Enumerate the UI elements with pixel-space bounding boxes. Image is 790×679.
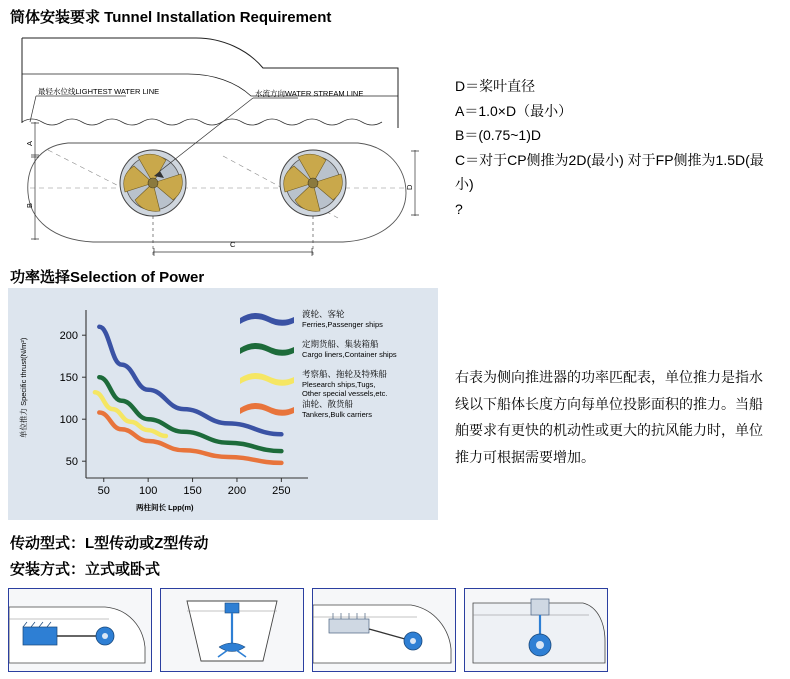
x-tick-label: 50 — [97, 485, 110, 497]
legend-label-en: Cargo liners,Container ships — [302, 350, 397, 359]
x-tick-label: 200 — [227, 485, 247, 497]
thumbnail-horizontal-drive-engine[interactable] — [312, 588, 456, 672]
specific-thrust-chart — [8, 288, 438, 520]
dim-a-label: A — [25, 140, 34, 146]
y-tick-label: 100 — [59, 414, 78, 427]
water-stream-line-label: 水流方向WATER STREAM LINE — [255, 89, 364, 98]
thumbnail-horizontal-l-drive-bow[interactable] — [8, 588, 152, 672]
spec-b: B＝(0.75~1)D — [455, 127, 541, 143]
dim-b-label: B — [25, 202, 34, 208]
legend-label-en: Other special vessels,etc. — [302, 389, 388, 398]
spec-d: D＝桨叶直径 — [455, 78, 536, 94]
mounting-type-line: 安装方式：立式或卧式 — [10, 561, 161, 578]
spec-extra: ? — [455, 200, 463, 217]
x-tick-label: 250 — [272, 485, 291, 497]
dim-d-label: D — [405, 184, 414, 190]
legend-label-cn: 定期货船、集装箱船 — [302, 339, 379, 349]
legend-label-cn: 渡轮、客轮 — [302, 309, 345, 319]
thumbnail-vertical-drive-hull[interactable] — [464, 588, 608, 672]
chart-xlabel: 两柱间长 Lpp(m) — [136, 503, 194, 512]
x-tick-label: 150 — [183, 485, 202, 497]
legend-label-cn: 油轮、散货船 — [302, 399, 354, 409]
y-tick-label: 200 — [59, 330, 78, 343]
lightest-water-line-label: 最轻水位线LIGHTEST WATER LINE — [38, 87, 160, 96]
tunnel-section-title: 筒体安装要求 Tunnel Installation Requirement — [10, 9, 332, 26]
legend-label-en: Tankers,Bulk carriers — [302, 410, 373, 419]
legend-label-cn: 考察船、拖轮及特殊船 — [302, 369, 388, 379]
dim-c-label: C — [230, 240, 236, 249]
spec-a: A＝1.0×D（最小） — [455, 102, 573, 119]
drive-type-line: 传动型式：L型传动或Z型传动 — [10, 535, 209, 552]
y-tick-label: 50 — [65, 456, 78, 469]
power-section-title: 功率选择Selection of Power — [10, 269, 205, 286]
spec-c: C＝对于CP侧推为2D(最小) 对于FP侧推为1.5D(最小) — [455, 151, 764, 192]
legend-label-en: Ferries,Passenger ships — [302, 320, 383, 329]
tunnel-spec-list — [455, 74, 775, 221]
power-chart-note: 右表为侧向推进器的功率匹配表，单位推力是指水线以下船体长度方向每单位投影面积的推力。当船舶要求有更快的机动性或更大的抗风能力时，单位推力可根据需要增加。 — [455, 369, 763, 465]
legend-label-en: Plesearch ships,Tugs, — [302, 380, 376, 389]
tunnel-installation-diagram — [8, 28, 438, 260]
thumbnail-row — [8, 588, 778, 670]
x-tick-label: 100 — [138, 485, 158, 497]
y-tick-label: 150 — [59, 372, 78, 385]
chart-ylabel: 单位推力 Specific thrust(N/m²) — [19, 337, 28, 438]
thumbnail-vertical-z-drive-section[interactable] — [160, 588, 304, 672]
